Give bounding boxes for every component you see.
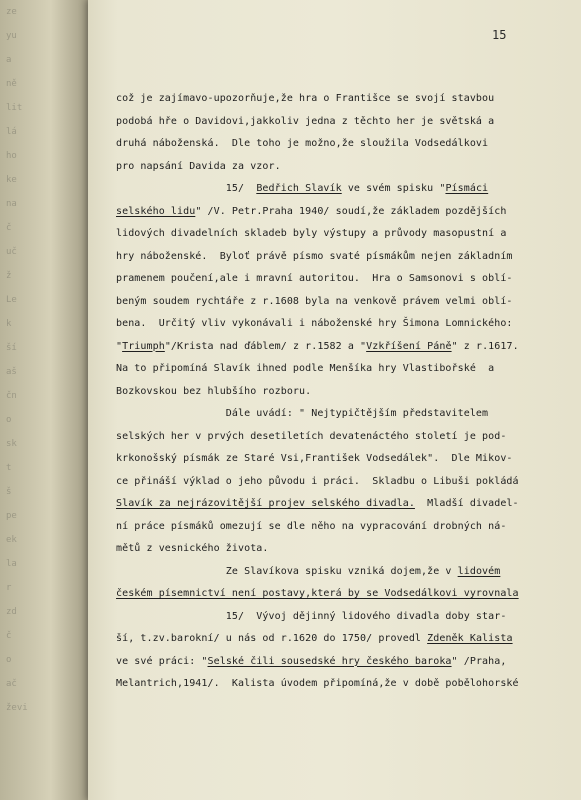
text-segment: ve svém spisku " — [341, 183, 446, 194]
text-segment: 15/ Vývoj dějinný lidového divadla doby star- — [116, 610, 507, 622]
text-line — [116, 336, 576, 359]
underlined-phrase: českém písemnictví není postavy,která by se Vodsedálkovi vyrovnala — [116, 588, 519, 599]
text-line — [116, 88, 576, 111]
text-segment: pramenem poučení,ale i mravní autoritou. Hra o Samsonovi s oblí- — [116, 273, 513, 284]
text-line — [116, 313, 576, 336]
bleed-fragment: č — [6, 631, 12, 641]
text-line — [116, 651, 576, 674]
text-line — [116, 111, 576, 134]
underlined-phrase: Slavík za nejrázovitější projev selského divadla. — [116, 498, 415, 509]
underlined-phrase: Vzkříšení Páně — [366, 340, 452, 352]
underlined-phrase: Selské čili sousedské hry českého baroka — [207, 655, 452, 667]
text-segment: Dále uvádí: " Nejtypičtějším představitelem — [116, 408, 489, 419]
bleed-fragment: o — [6, 655, 12, 665]
text-segment: podobá hře o Davidovi,jakkoliv jedna z těchto her je světská a — [116, 115, 495, 127]
bleed-fragment: ke — [6, 175, 17, 185]
bleed-fragment: ho — [6, 151, 17, 161]
text-line — [116, 201, 576, 224]
text-line — [116, 133, 576, 156]
text-line — [116, 291, 576, 314]
bleed-fragment: pe — [6, 511, 17, 521]
document-page — [88, 0, 581, 800]
text-segment: Mladší divadel- — [414, 498, 519, 509]
text-segment: beným soudem rychtáře z r.1608 byla na venkově právem velmi oblí- — [116, 295, 513, 307]
text-segment: mětů z vesnického života. — [116, 543, 269, 554]
bleed-fragment: a — [6, 55, 12, 65]
text-line — [116, 223, 576, 246]
bleed-fragment: la — [6, 559, 17, 569]
underlined-phrase: Zdeněk Kalista — [427, 633, 513, 644]
bleed-fragment: o — [6, 415, 12, 425]
underlined-phrase: Písmáci — [445, 183, 489, 194]
text-segment: krkonošský písmák ze Staré Vsi,František Vodsedálek". Dle Mikov- — [116, 453, 513, 464]
bleed-fragment: lá — [6, 127, 17, 137]
text-line — [116, 448, 576, 471]
text-line — [116, 471, 576, 494]
text-line — [116, 381, 576, 404]
bleed-fragment: Le — [6, 295, 17, 305]
text-segment: ní práce písmáků omezují se dle něho na vypracování drobných ná- — [116, 520, 507, 532]
text-segment: 15/ — [116, 183, 257, 194]
text-segment: " z r.1617. — [451, 340, 519, 352]
bleed-fragment: lit — [6, 103, 23, 113]
text-line — [116, 516, 576, 539]
bleed-fragment: ze — [6, 7, 17, 17]
text-segment: Na to připomíná Slavík ihned podle Menšíka hry Vlastibořské a — [116, 363, 495, 374]
text-segment: Melantrich,1941/. Kalista úvodem připomíná,že v době pobělohorské — [116, 678, 519, 689]
bleed-fragment: ek — [6, 535, 17, 545]
text-line — [116, 606, 576, 629]
text-segment: hry náboženské. Byloť právě písmo svaté písmákům nejen základním — [116, 250, 513, 262]
text-line — [116, 156, 576, 179]
text-segment: lidových divadelních skladeb byly výstupy a průvody masopustní a — [116, 228, 507, 239]
bleed-fragment: š — [6, 487, 12, 497]
bleed-fragment: t — [6, 463, 12, 473]
bleed-fragment: sk — [6, 439, 17, 449]
text-segment: druhá náboženská. Dle toho je možno,že sloužila Vodsedálkovi — [116, 138, 489, 149]
text-line — [116, 493, 576, 516]
text-line — [116, 538, 576, 561]
underlined-phrase: Bedřich Slavík — [256, 183, 342, 194]
text-segment: selských her v prvých desetiletích devatenáctého století je pod- — [116, 430, 507, 442]
text-line — [116, 628, 576, 651]
text-segment: " — [116, 340, 123, 352]
text-segment: pro napsání Davida za vzor. — [116, 160, 281, 172]
bleed-fragment: r — [6, 583, 12, 593]
bleed-fragment: aš — [6, 367, 17, 377]
text-line — [116, 178, 576, 201]
text-line — [116, 426, 576, 449]
text-segment: bena. Určitý vliv vykonávali i náboženské hry Šimona Lomnického: — [116, 318, 513, 329]
typewritten-body-text — [116, 88, 576, 696]
underlined-phrase: Triumph — [122, 340, 165, 352]
bleed-fragment: ž — [6, 271, 12, 281]
text-segment: " /Praha, — [451, 655, 507, 667]
page-number: 15 — [492, 28, 507, 42]
text-segment: Ze Slavíkova spisku vzniká dojem,že v — [116, 565, 458, 577]
text-segment: " /V. Petr.Praha 1940/ soudí,že základem pozdějších — [195, 205, 507, 217]
bleed-fragment: ževi — [6, 703, 28, 713]
text-line — [116, 358, 576, 381]
bleed-fragment: na — [6, 199, 17, 209]
bleed-fragment: ně — [6, 79, 17, 89]
bleed-fragment: uč — [6, 247, 17, 257]
bleed-fragment: ač — [6, 679, 17, 689]
text-segment: Bozkovskou bez hlubšího rozboru. — [116, 385, 312, 397]
underlined-phrase: selského lidu — [116, 205, 196, 217]
bleed-fragment: zd — [6, 607, 17, 617]
text-line — [116, 583, 576, 606]
bleed-fragment: k — [6, 319, 12, 329]
text-segment: ší, t.zv.barokní/ u nás od r.1620 do 1750/ provedl — [116, 633, 428, 644]
text-line — [116, 246, 576, 269]
text-line — [116, 561, 576, 584]
text-line — [116, 403, 576, 426]
text-line — [116, 673, 576, 696]
text-line — [116, 268, 576, 291]
bleed-fragment: č — [6, 223, 12, 233]
underlined-phrase: lidovém — [457, 565, 501, 577]
bleed-fragment: čn — [6, 391, 17, 401]
bleed-fragment: ší — [6, 343, 17, 353]
text-segment: ce přináší výklad o jeho původu i práci. Skladbu o Libuši pokládá — [116, 475, 519, 487]
text-segment: což je zajímavo-upozorňuje,že hra o Františce se svojí stavbou — [116, 93, 495, 104]
text-segment: ve své práci: " — [116, 655, 208, 667]
bleed-fragment: yu — [6, 31, 17, 41]
text-segment: "/Krista nad ďáblem/ z r.1582 a " — [164, 340, 367, 352]
previous-page-bleed-through — [6, 0, 76, 800]
